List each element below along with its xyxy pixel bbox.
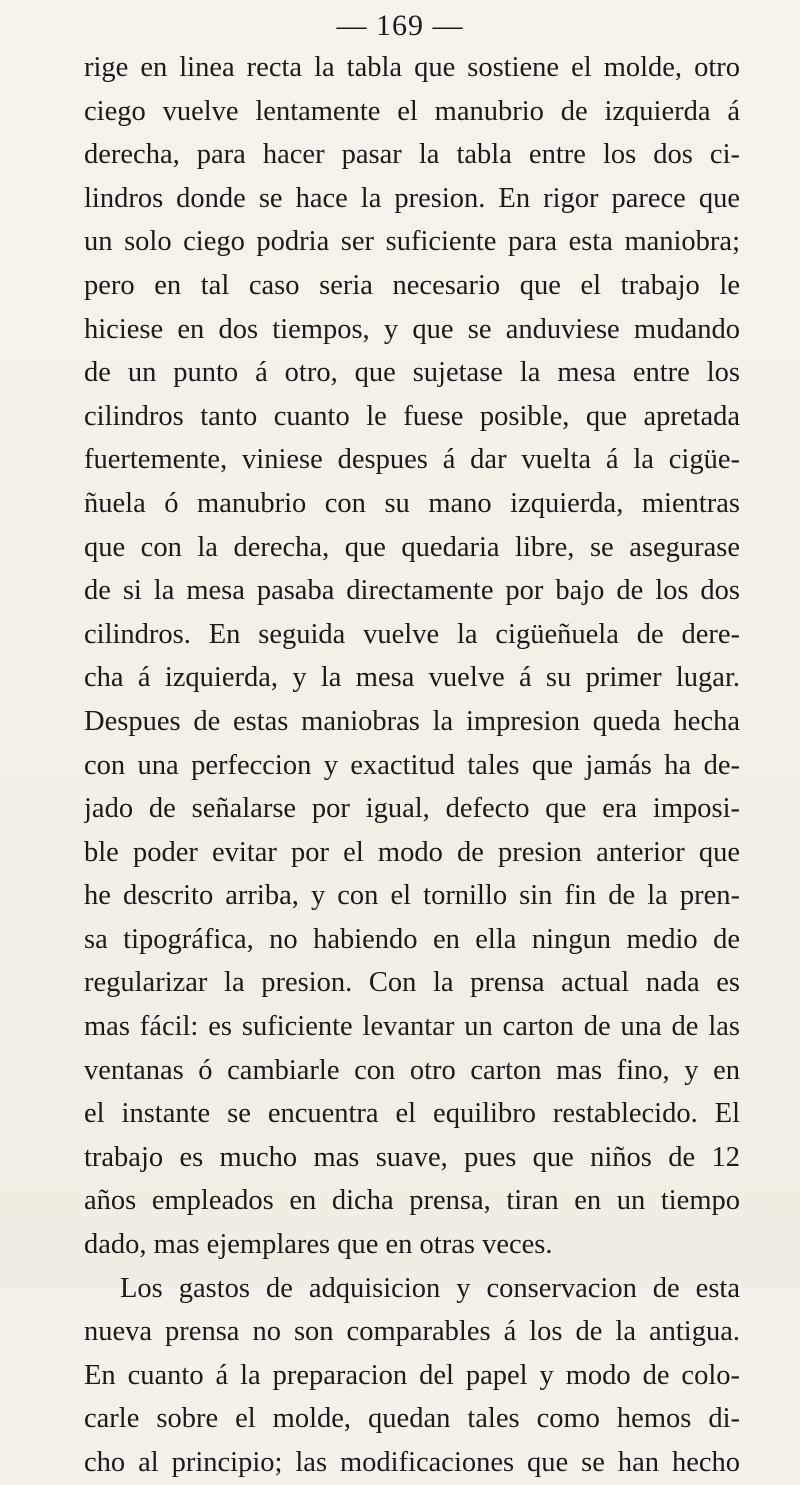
text-line: mas fácil: es suficiente levantar un carton de una de las: [84, 1011, 740, 1043]
text-line: con una perfeccion y exactitud tales que jamás ha de-: [84, 749, 740, 781]
text-line: sa tipográfica, no habiendo en ella ningun medio de: [84, 923, 740, 955]
text-line: Los gastos de adquisicion y conservacion de esta: [120, 1272, 740, 1304]
text-line: cha á izquierda, y la mesa vuelve á su primer lugar.: [84, 662, 740, 694]
text-line: años empleados en dicha prensa, tiran en un tiempo: [84, 1185, 740, 1217]
text-line: rige en linea recta la tabla que sostiene el molde, otro: [84, 52, 740, 83]
text-line: fuertemente, viniese despues á dar vuelta á la cigüe-: [84, 444, 740, 476]
text-line: ñuela ó manubrio con su mano izquierda, mientras: [84, 487, 740, 519]
text-line: carle sobre el molde, quedan tales como hemos di-: [84, 1403, 740, 1435]
page-number: — 169 —: [336, 9, 464, 42]
text-line: nueva prensa no son comparables á los de la antigua.: [84, 1316, 740, 1348]
body-text: [84, 46, 740, 1485]
text-line: de un punto á otro, que sujetase la mesa entre los: [84, 357, 740, 389]
text-line: cilindros. En seguida vuelve la cigüeñuela de dere-: [84, 618, 740, 650]
text-line: derecha, para hacer pasar la tabla entre los dos ci-: [84, 139, 740, 171]
text-line: ciego vuelve lentamente el manubrio de izquierda á: [84, 95, 740, 127]
text-line: he descrito arriba, y con el tornillo sin fin de la pren-: [84, 880, 740, 912]
text-line: En cuanto á la preparacion del papel y modo de colo-: [84, 1359, 740, 1391]
text-line: ventanas ó cambiarle con otro carton mas fino, y en: [84, 1054, 740, 1086]
text-line: lindros donde se hace la presion. En rigor parece que: [84, 182, 740, 214]
text-line: hiciese en dos tiempos, y que se anduviese mudando: [84, 313, 740, 345]
text-line: de si la mesa pasaba directamente por bajo de los dos: [84, 575, 740, 607]
text-line: el instante se encuentra el equilibro restablecido. El: [84, 1098, 740, 1130]
text-line: cho al principio; las modificaciones que se han hecho: [84, 1447, 740, 1478]
text-line: ble poder evitar por el modo de presion anterior que: [84, 836, 740, 868]
text-line: trabajo es mucho mas suave, pues que niños de 12: [84, 1141, 740, 1173]
text-line: pero en tal caso seria necesario que el trabajo le: [84, 269, 740, 301]
text-line: un solo ciego podria ser suficiente para esta maniobra;: [84, 226, 740, 258]
text-line: Despues de estas maniobras la impresion queda hecha: [84, 705, 740, 737]
text-line: regularizar la presion. Con la prensa actual nada es: [84, 967, 740, 999]
text-line: que con la derecha, que quedaria libre, se asegurase: [84, 531, 740, 563]
text-line: jado de señalarse por igual, defecto que era imposi-: [84, 793, 740, 825]
text-line: cilindros tanto cuanto le fuese posible, que apretada: [84, 400, 740, 432]
text-line: dado, mas ejemplares que en otras veces.: [84, 1229, 553, 1261]
